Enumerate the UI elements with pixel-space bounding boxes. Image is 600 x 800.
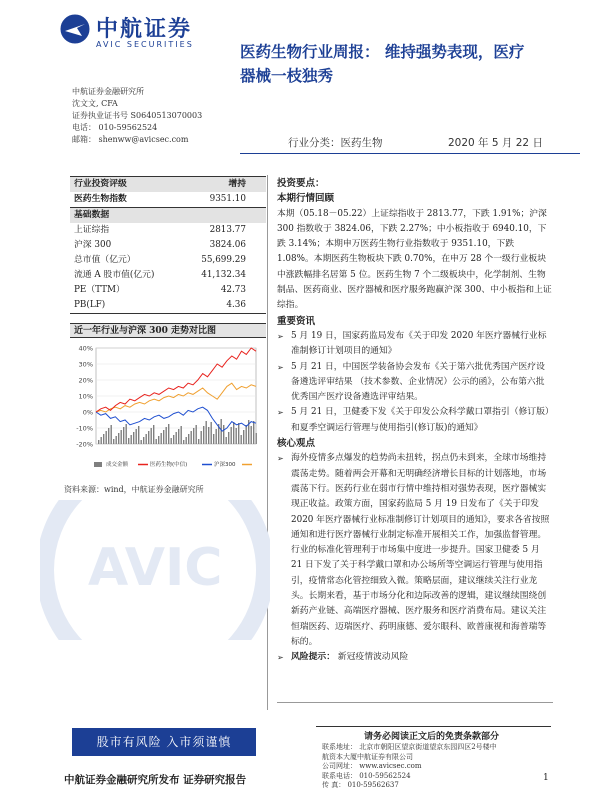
volume-bar [176,432,177,444]
volume-bar [126,424,127,444]
volume-bar [133,432,134,444]
analyst-org: 中航证券金融研究所 [72,87,144,96]
rating-row: 行业投资评级 增持 [70,176,266,192]
volume-bar [173,435,174,444]
analyst-info [72,86,202,146]
basic-data-row: 上证综指 2813.77 [74,225,246,235]
y-tick-label: -20% [76,440,93,449]
legend-swatch [94,462,102,467]
volume-bar [203,426,204,444]
basic-data-row: PB(LF) 4.36 [70,298,266,314]
legend-label: 医药生物(中信) [150,462,188,468]
index-row: 医药生物指数 9351.10 [74,194,246,204]
volume-bar [181,426,182,444]
volume-bar [246,425,247,444]
volume-bar [103,434,104,444]
arrow-bullet-icon: ➢ [277,362,284,372]
basic-data-row: 沪深 300 3824.06 [74,240,246,250]
volume-bar [153,425,154,444]
core-heading: 核心观点 [277,438,316,450]
report-title: 医药生物行业周报： 维持强势表现，医疗 器械一枝独秀 [240,43,525,85]
contact-line: 公司网址： www.avicsec.com [322,762,422,771]
volume-bar [256,433,257,444]
volume-bar [191,431,192,444]
review-heading: 本期行情回顾 [277,193,335,205]
volume-bar [161,433,162,444]
contact-info [322,743,497,791]
volume-bar [151,428,152,444]
volume-bar [143,437,144,444]
volume-bar [201,431,202,444]
risk-note: ➢ 风险提示： 新冠疫情波动风险 [277,650,553,665]
analyst-name: 沈文文, CFA [72,99,118,108]
chart-title: 近一年行业与沪深 300 走势对比图 [70,323,266,338]
basic-rows [70,223,266,314]
watermark-text: AVIC [88,538,223,598]
volume-bar [241,435,242,444]
volume-bar [188,434,189,444]
volume-bar [136,429,137,444]
y-tick-label: 0% [82,408,93,417]
volume-bar [233,422,234,444]
page-number: 1 [543,773,549,783]
volume-bar [213,434,214,444]
contact-line: 传 真： 010-59562637 [322,781,399,790]
y-tick-label: 40% [78,344,93,353]
avic-watermark [40,500,270,640]
source-note: 资料来源：wind，中航证券金融研究所 [64,485,204,494]
y-tick-label: 30% [78,360,93,369]
volume-bar [221,419,222,444]
arrow-bullet-icon: ➢ [277,454,284,464]
volume-bar [231,427,232,444]
volume-bar [156,439,157,444]
volume-bar [163,430,164,444]
analyst-cert: 证券执业证书号 S0640513070003 [72,111,203,120]
review-text: 本期（05.18－05.22）上证综指收于 2813.77，下跌 1.91%；沪深 300 指数收于 3824.06，下跌 2.27%；中小板指收于 6940.10，下跌 3.14%；本期申万医药生物行业指数收于 9351.10，下跌 1.08%。本期医药生物板块下跌 0.70%，在申万 28 个一级行业板块中涨跌幅排名居第 5 位。医药生物 7 个二级板块中，化学制剂、生物制品、医药商业、医疗器械和医疗服务跑赢沪深 300、中小板指和上证综指。 [277,208,552,311]
key-points-heading: 投资要点： [277,178,325,189]
volume-bar [106,431,107,444]
arrow-bullet-icon: ➢ [277,408,284,418]
news-heading: 重要资讯 [277,315,316,327]
basic-data-row: PE（TTM） 42.73 [74,285,246,295]
volume-bar [178,429,179,444]
rating-table [70,176,266,314]
volume-bar [138,426,139,444]
chart-canvas [70,338,266,481]
volume-bar [168,424,169,444]
volume-bar [226,437,227,444]
volume-bar [253,421,254,444]
volume-bar [131,435,132,444]
volume-bar [158,436,159,444]
series-line-hs300 [96,407,256,431]
volume-bar [141,440,142,444]
avic-logo-icon [60,14,90,44]
logo-cn: 中航证券 [96,17,193,42]
volume-bar [186,437,187,444]
contact-line: 联系地址： 北京市朝阳区望京街道望京东园四区2号楼中 [322,743,497,751]
volume-bar [193,428,194,444]
contact-line: 航资本大厦中航证券有限公司 [322,752,413,761]
volume-bar [148,431,149,444]
volume-bar [251,426,252,444]
arrow-bullet-icon: ➢ [277,331,284,341]
y-tick-label: 10% [78,392,93,401]
volume-bar [146,434,147,444]
volume-bar [171,438,172,444]
basic-data-row: 流通 A 股市值(亿元) 41,132.34 [74,270,246,280]
volume-bar [238,423,239,444]
report-date: 2020 年 5 月 22 日 [448,137,543,149]
volume-bar [196,425,197,444]
volume-bar [128,438,129,444]
volume-bar [216,429,217,444]
industry-category: 行业分类：医药生物 [288,137,383,149]
volume-bar [101,437,102,444]
volume-bar [108,428,109,444]
volume-bar [243,430,244,444]
risk-divider [277,702,553,703]
volume-bar [98,440,99,444]
analyst-email: 邮箱： shenww@avicsec.com [72,135,189,144]
volume-bar [206,421,207,444]
disclaimer-notice: 请务必阅读正文后的免责条款部分 [364,732,500,742]
news-list [277,329,553,436]
volume-bar [111,425,112,444]
arrow-bullet-icon: ➢ [277,653,284,663]
volume-bar [223,425,224,444]
volume-bar [118,433,119,444]
legend-label: 沪深300 [214,462,236,468]
basic-data-row: 总市值（亿元） 55,699.29 [74,255,246,265]
news-item: ➢ 5 月 21 日，中国医学装备协会发布《关于第六批优秀国产医疗设备遴选评审结果 （技术参数、企业情况）公示的函》，公布第六批优秀国产医疗设备遴选评审结果。 [277,361,545,403]
trend-chart [70,323,266,481]
basics-header: 基础数据 [70,207,266,223]
analyst-phone: 电话： 010-59562524 [72,123,158,132]
volume-bar [198,439,199,444]
publisher-line: 中航证券金融研究所发布 证券研究报告 [64,774,247,786]
volume-bar [211,422,212,444]
news-item: ➢ 5 月 19 日，国家药监局发布《关于印发 2020 年医疗器械行业标准制修订计划项目的通知》 [277,330,547,357]
volume-bar [236,428,237,444]
legend-label: 成交金额 [106,462,129,468]
y-tick-label: -10% [76,424,93,433]
volume-bar [113,439,114,444]
key-points [277,176,553,666]
risk-slogan: 股市有风险 入市须谨慎 [72,728,256,756]
logo-en: AVIC SECURITIES [96,40,194,49]
volume-bar [183,440,184,444]
contact-line: 联系电话： 010-59562524 [322,771,411,780]
volume-bar [123,427,124,444]
volume-bar [121,430,122,444]
volume-bar [208,427,209,444]
volume-bar [116,436,117,444]
news-item: ➢ 5 月 21 日，卫健委下发《关于印发公众科学戴口罩指引（修订版）和夏季空调运行管理与使用指引(修订版)的通知》 [277,407,550,433]
volume-bar [228,432,229,444]
core-view: ➢ 海外疫情多点爆发的趋势尚未扭转，拐点仍未到来，全球市场维持震荡走势。随着两会开幕和无明确经济增长目标的计划落地，市场震荡下行。医药行业在弱市行情中维持相对强势表现，医疗器械实现正收益。政策方面，国家药监局 5 月 19 日发布了《关于印发 2020 年医疗器械行业标准制修订计划项目的通知》，要求各省按照通知和进行医疗器械行业制定标准开展相关工作，加强监督管理。行业的标准化管理利于市场集中度进一步提升。国家卫健委 5 月 21 日下发了关于科学戴口罩和办公场所等空调运行管理与使用指引，疫情常态化管控细致入微。策略层面，建议继续关注行业龙头。长期来看，基于市场分化和边际改善的逻辑，建议继续围绕创新药产业链、高端医疗器械、医疗服务和医疗消费布局。建议关注恒瑞医药、迈瑞医疗、药明康德、爱尔眼科、欧普康视和海普瑞等标的。 [277,453,550,647]
y-tick-label: 20% [78,376,93,385]
volume-bar [166,427,167,444]
